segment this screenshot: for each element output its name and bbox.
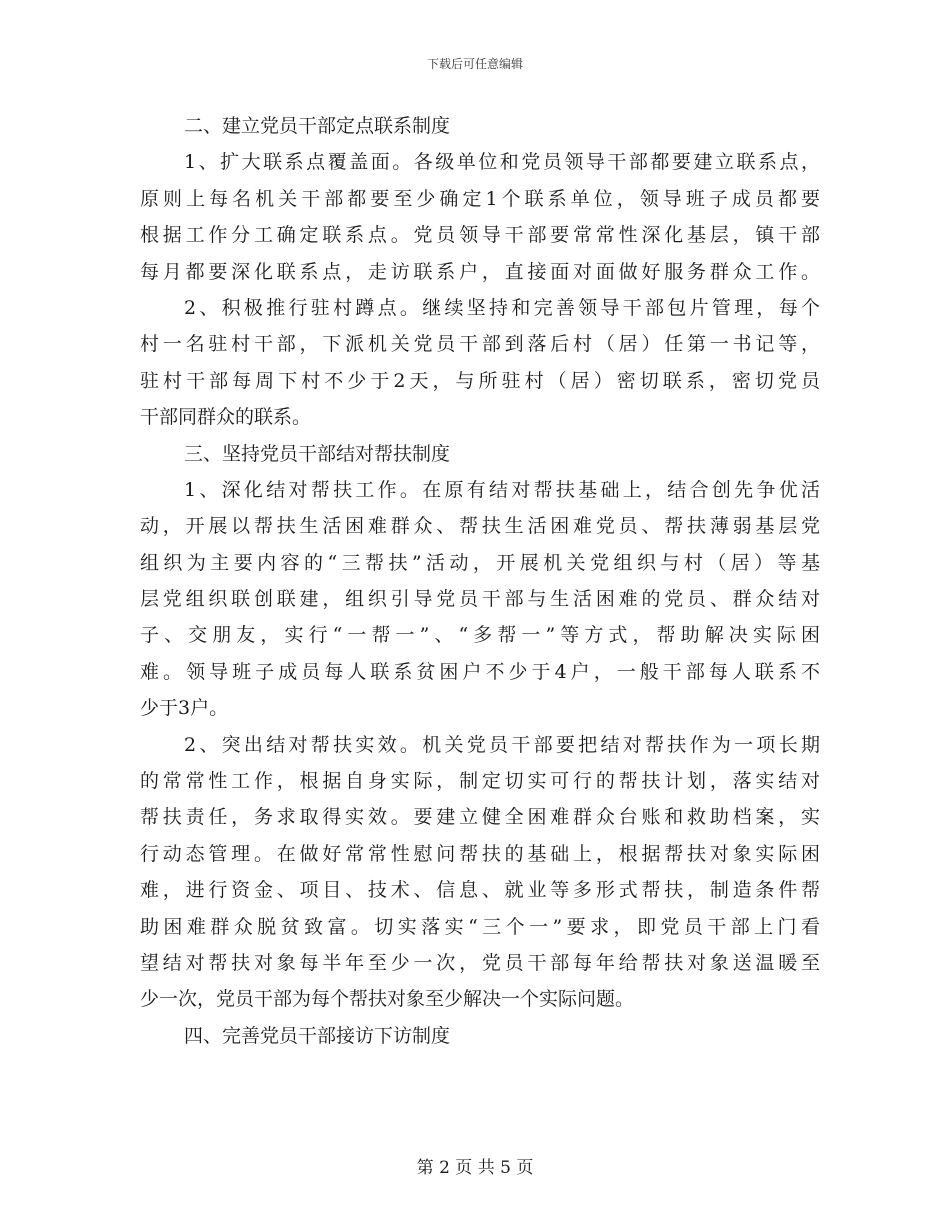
text-line: 原则上每名机关干部都要至少确定1个联系单位，领导班子成员都要: [140, 187, 820, 210]
text-line: 帮扶责任，务求取得实效。要建立健全困难群众台账和救助档案，实: [140, 806, 820, 829]
text-line: 组织为主要内容的“三帮扶”活动，开展机关党组织与村（居）等基: [140, 551, 820, 574]
text-line: 根据工作分工确定联系点。党员领导干部要常常性深化基层，镇干部: [140, 224, 820, 247]
text-line: 层党组织联创联建，组织引导党员干部与生活困难的党员、群众结对: [140, 588, 820, 611]
text-line: 干部同群众的联系。: [140, 406, 312, 429]
page-number-footer: 第 2 页 共 5 页: [416, 1158, 534, 1178]
text-line: 四、完善党员干部接访下访制度: [184, 1024, 451, 1047]
text-line: 少于3户。: [140, 697, 229, 720]
text-line: 助困难群众脱贫致富。切实落实“三个一”要求，即党员干部上门看: [140, 915, 820, 938]
document-body: [140, 108, 820, 1054]
page-header-note: 下载后可任意编辑: [426, 57, 523, 71]
text-line: 子、交朋友，实行“一帮一”、“多帮一”等方式，帮助解决实际困: [140, 624, 820, 647]
text-line: 行动态管理。在做好常常性慰问帮扶的基础上，根据帮扶对象实际困: [140, 842, 820, 865]
text-line: 望结对帮扶对象每半年至少一次，党员干部每年给帮扶对象送温暖至: [140, 951, 820, 974]
text-line: 三、坚持党员干部结对帮扶制度: [184, 442, 451, 465]
text-line: 驻村干部每周下村不少于2天，与所驻村（居）密切联系，密切党员: [140, 369, 820, 392]
text-line: 1、扩大联系点覆盖面。各级单位和党员领导干部都要建立联系点，: [184, 151, 820, 174]
text-line: 的常常性工作，根据自身实际，制定切实可行的帮扶计划，落实结对: [140, 770, 820, 793]
text-line: 二、建立党员干部定点联系制度: [184, 115, 451, 137]
text-line: 少一次，党员干部为每个帮扶对象至少解决一个实际问题。: [140, 988, 635, 1011]
text-line: 动，开展以帮扶生活困难群众、帮扶生活困难党员、帮扶薄弱基层党: [140, 515, 820, 538]
text-line: 每月都要深化联系点，走访联系户，直接面对面做好服务群众工作。: [140, 260, 820, 283]
text-line: 村一名驻村干部，下派机关党员干部到落后村（居）任第一书记等，: [140, 333, 820, 356]
text-line: 2、突出结对帮扶实效。机关党员干部要把结对帮扶作为一项长期: [184, 733, 820, 756]
text-line: 难，进行资金、项目、技术、信息、就业等多形式帮扶，制造条件帮: [140, 879, 820, 902]
text-line: 1、深化结对帮扶工作。在原有结对帮扶基础上，结合创先争优活: [184, 478, 820, 501]
text-line: 难。领导班子成员每人联系贫困户不少于4户，一般干部每人联系不: [140, 660, 820, 683]
text-line: 2、积极推行驻村蹲点。继续坚持和完善领导干部包片管理，每个: [184, 296, 820, 319]
